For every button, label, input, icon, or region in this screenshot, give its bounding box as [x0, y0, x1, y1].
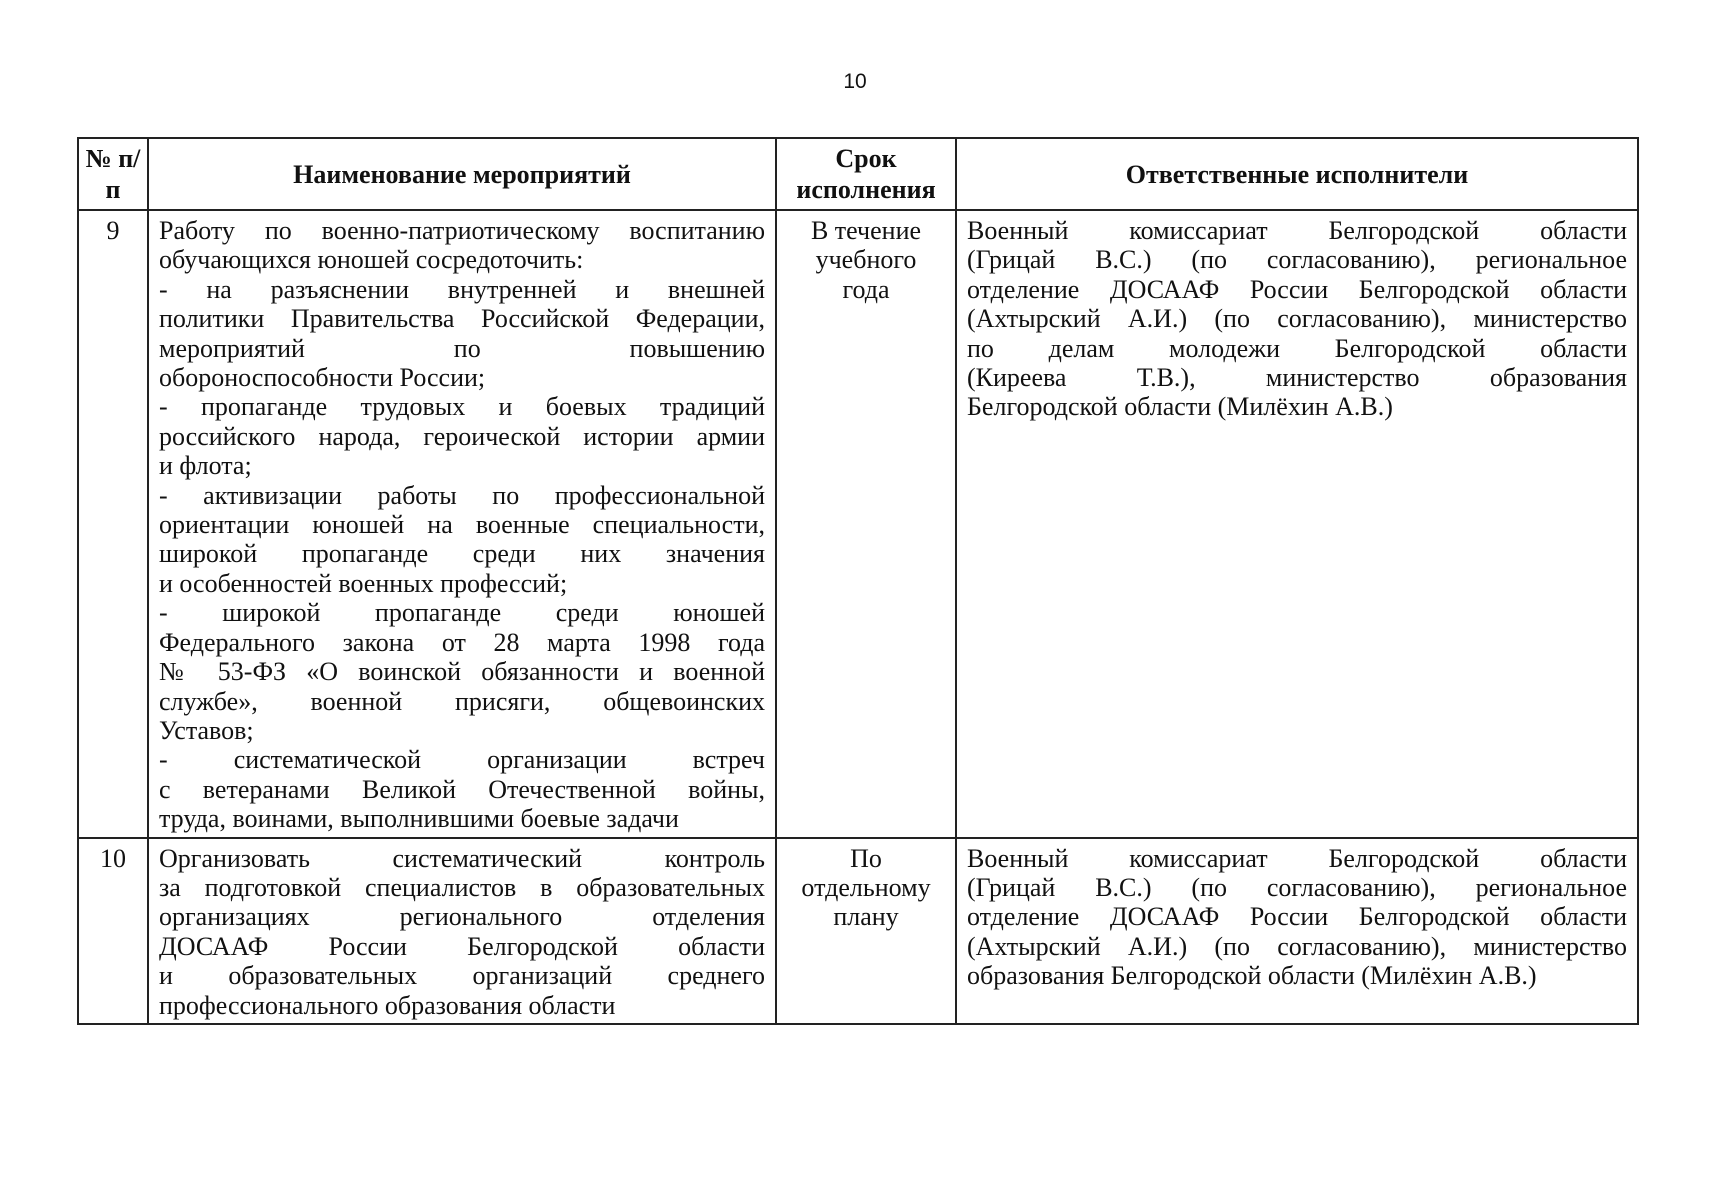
description-line: - активизации работы по профессиональной — [159, 480, 765, 510]
header-term: Срок исполнения — [776, 138, 956, 210]
term-line: отдельному — [801, 872, 931, 902]
table-header-row — [78, 138, 1638, 210]
responsible-line: по делам молодежи Белгородской области — [967, 333, 1627, 363]
header-responsible: Ответственные исполнители — [956, 138, 1638, 210]
description-line: широкой пропаганде среди них значения — [159, 539, 765, 569]
term-line: В течение — [810, 216, 922, 245]
responsible-line: отделение ДОСААФ России Белгородской области — [967, 902, 1627, 932]
responsible-line: отделение ДОСААФ России Белгородской области — [967, 274, 1627, 304]
description-line: профессионального образования области — [159, 990, 616, 1020]
description-line: обучающихся юношей сосредоточить: — [159, 245, 584, 275]
responsible-line: (Ахтырский А.И.) (по согласованию), министерство — [967, 304, 1627, 334]
row-description — [148, 838, 776, 1024]
term-line: По — [850, 843, 882, 873]
responsible-line: (Ахтырский А.И.) (по согласованию), министерство — [967, 931, 1627, 961]
row-num: 10 — [78, 838, 148, 1024]
row-num: 9 — [78, 210, 148, 838]
description-line: труда, воинами, выполнившими боевые задачи — [159, 804, 679, 834]
description-line: мероприятий по повышению — [159, 333, 765, 363]
description-line: Работу по военно-патриотическому воспитанию — [159, 216, 765, 245]
responsible-line: Военный комиссариат Белгородской области — [967, 843, 1627, 873]
row-term — [776, 210, 956, 838]
responsible-line: (Грицай В.С.) (по согласованию), региональное — [967, 872, 1627, 902]
description-line: и особенностей военных профессий; — [159, 568, 568, 598]
description-line: российского народа, героической истории армии — [159, 421, 765, 451]
description-line: - систематической организации встреч — [159, 745, 765, 775]
responsible-line: Военный комиссариат Белгородской области — [967, 216, 1627, 245]
description-line: - на разъяснении внутренней и внешней — [159, 274, 765, 304]
description-line: Федерального закона от 28 марта 1998 года — [159, 627, 765, 657]
description-line: и флота; — [159, 451, 252, 481]
table-row — [78, 838, 1638, 1024]
row-responsible — [956, 838, 1638, 1024]
description-line: службе», военной присяги, общевоинских — [159, 686, 765, 716]
responsible-line: (Грицай В.С.) (по согласованию), региональное — [967, 245, 1627, 275]
responsible-line: Белгородской области (Милёхин А.В.) — [967, 392, 1393, 422]
row-term — [776, 838, 956, 1024]
header-name: Наименование мероприятий — [148, 138, 776, 210]
description-line: № 53-ФЗ «О воинской обязанности и военной — [159, 657, 765, 687]
description-line: - широкой пропаганде среди юношей — [159, 598, 765, 628]
description-line: Уставов; — [159, 715, 254, 745]
description-line: организациях регионального отделения — [159, 902, 765, 932]
description-line: за подготовкой специалистов в образовательных — [159, 872, 765, 902]
row-description — [148, 210, 776, 838]
term-line: учебного — [815, 245, 917, 275]
header-num: № п/п — [78, 138, 148, 210]
description-line: обороноспособности России; — [159, 363, 486, 393]
events-table — [77, 137, 1639, 1025]
row-responsible — [956, 210, 1638, 838]
description-line: ДОСААФ России Белгородской области — [159, 931, 765, 961]
description-line: и образовательных организаций среднего — [159, 961, 765, 991]
description-line: Организовать систематический контроль — [159, 843, 765, 873]
description-line: с ветеранами Великой Отечественной войны, — [159, 774, 765, 804]
term-line: года — [842, 274, 890, 304]
page-number: 10 — [843, 70, 867, 93]
description-line: - пропаганде трудовых и боевых традиций — [159, 392, 765, 422]
description-line: ориентации юношей на военные специальности, — [159, 510, 765, 540]
term-line: плану — [833, 902, 899, 932]
description-line: политики Правительства Российской Федерации, — [159, 304, 765, 334]
responsible-line: образования Белгородской области (Милёхин А.В.) — [967, 961, 1537, 991]
responsible-line: (Киреева Т.В.), министерство образования — [967, 363, 1627, 393]
table-row — [78, 210, 1638, 838]
